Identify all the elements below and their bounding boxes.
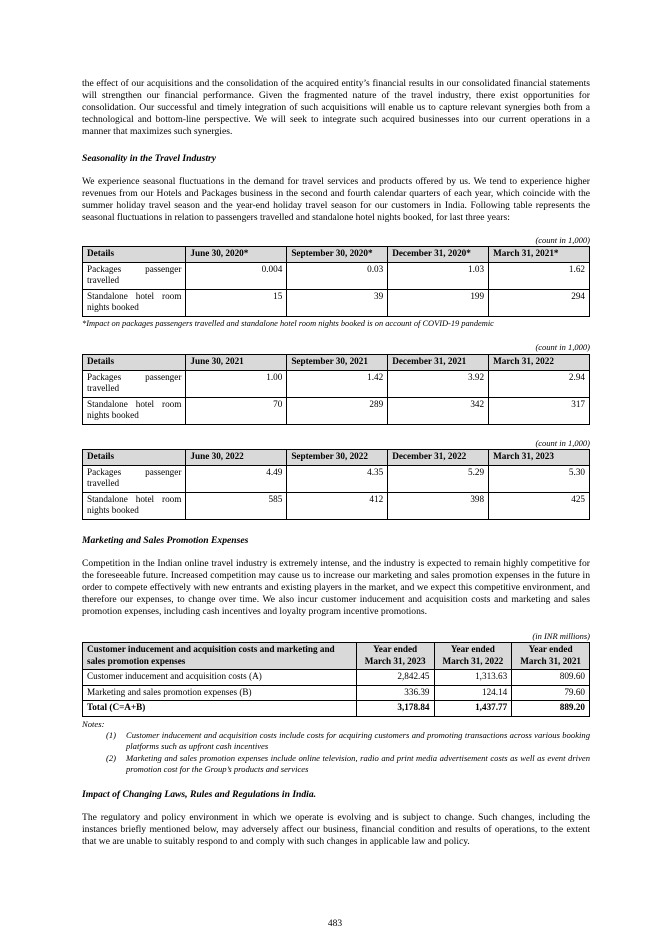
table-header-row	[83, 643, 590, 670]
unit-note-count-2: (count in 1,000)	[535, 342, 590, 353]
table-row	[83, 465, 590, 492]
table-cell: 3,178.84	[356, 701, 434, 717]
row-label: Customer inducement and acquisition costs (A)	[83, 670, 357, 686]
table-header-row	[83, 247, 590, 263]
header-cell: June 30, 2021	[186, 355, 287, 371]
expenses-table	[82, 642, 590, 717]
table-cell: 1.62	[489, 262, 590, 289]
header-cell: March 31, 2021*	[489, 247, 590, 263]
table-cell: 1.03	[388, 262, 489, 289]
row-label: Packages passenger travelled	[83, 262, 186, 289]
table-cell: 4.49	[186, 465, 287, 492]
table-header-row	[83, 355, 590, 371]
table-cell: 2.94	[489, 370, 590, 397]
table-cell: 412	[287, 492, 388, 519]
note-number: (2)	[106, 752, 117, 763]
table-row	[83, 670, 590, 686]
header-cell: June 30, 2022	[186, 450, 287, 466]
table-cell: 199	[388, 289, 489, 316]
table-cell: 0.004	[186, 262, 287, 289]
table-cell: 3.92	[388, 370, 489, 397]
row-label: Standalone hotel room nights booked	[83, 492, 186, 519]
table-cell: 4.35	[287, 465, 388, 492]
table-cell: 889.20	[512, 701, 590, 717]
note-item	[82, 753, 590, 774]
marketing-paragraph: Competition in the Indian online travel industry is extremely intense, and the industry is expected to remain highly competitive for the foreseeable future. Increased competition may cause us to increase our marketing and sales promotion expenses in the future in order to compete effectively with new entrants and existing players in the market, and we expect this competitive environment, and therefore our expenses, to change over time. We also incur customer inducement and acquisition costs and marketing and sales promotion expenses, including cash incentives and loyalty program incentive promotions.	[82, 557, 590, 617]
unit-note-inr: (in INR millions)	[532, 630, 590, 641]
note-item	[82, 730, 590, 751]
seasonality-table-2022	[82, 449, 590, 520]
notes-block	[82, 719, 590, 775]
header-cell: Customer inducement and acquisition costs and marketing and sales promotion expenses	[83, 643, 357, 670]
header-cell: September 30, 2022	[287, 450, 388, 466]
laws-paragraph: The regulatory and policy environment in which we operate is evolving and is subject to change. Such changes, including the instances briefly mentioned below, may adversely affect our business, financial condition and results of operations, to the extent that we are unable to suitably respond to and comply with such changes in applicable law and policy.	[82, 812, 590, 848]
table-cell: 1,313.63	[434, 670, 512, 686]
header-cell: Year ended March 31, 2021	[512, 643, 590, 670]
table-row	[83, 289, 590, 316]
header-cell: Year ended March 31, 2022	[434, 643, 512, 670]
page-number: 483	[327, 919, 343, 930]
header-cell: Year ended March 31, 2023	[356, 643, 434, 670]
table-row	[83, 685, 590, 701]
note-text: Marketing and sales promotion expenses include online television, radio and print media advertisement costs as well as event driven promotion cost for the Group’s products and services	[126, 752, 590, 774]
table-row	[83, 370, 590, 397]
table-cell: 2,842.45	[356, 670, 434, 686]
table-cell: 336.39	[356, 685, 434, 701]
seasonality-table-2021	[82, 354, 590, 425]
table-total-row	[83, 701, 590, 717]
row-label: Packages passenger travelled	[83, 465, 186, 492]
header-cell: December 31, 2020*	[388, 247, 489, 263]
unit-note-count-3: (count in 1,000)	[535, 437, 590, 448]
marketing-heading: Marketing and Sales Promotion Expenses	[82, 534, 249, 546]
covid-footnote: *Impact on packages passengers travelled and standalone hotel room nights booked is on account of COVID-19 pandemic	[82, 318, 494, 328]
table-cell: 425	[489, 492, 590, 519]
header-cell: March 31, 2022	[489, 355, 590, 371]
row-label: Standalone hotel room nights booked	[83, 289, 186, 316]
header-cell: December 31, 2021	[388, 355, 489, 371]
notes-title: Notes:	[82, 718, 105, 729]
row-label: Standalone hotel room nights booked	[83, 397, 186, 424]
laws-heading: Impact of Changing Laws, Rules and Regulations in India.	[82, 789, 317, 801]
table-cell: 809.60	[512, 670, 590, 686]
header-cell: Details	[83, 247, 186, 263]
table-cell: 294	[489, 289, 590, 316]
note-text: Customer inducement and acquisition costs include costs for acquiring customers and promoting transactions across various booking platforms such as upfront cash incentives	[126, 730, 590, 752]
table-cell: 1,437.77	[434, 701, 512, 717]
seasonality-heading: Seasonality in the Travel Industry	[82, 152, 216, 164]
table-cell: 317	[489, 397, 590, 424]
row-label: Total (C=A+B)	[83, 701, 357, 717]
header-cell: September 30, 2020*	[287, 247, 388, 263]
table-cell: 0.03	[287, 262, 388, 289]
table-cell: 5.30	[489, 465, 590, 492]
table-cell: 289	[287, 397, 388, 424]
table-cell: 398	[388, 492, 489, 519]
unit-note-count-1: (count in 1,000)	[535, 234, 590, 245]
seasonality-paragraph: We experience seasonal fluctuations in the demand for travel services and products offered by us. We tend to experience higher revenues from our Hotels and Packages business in the second and fourth calendar quarters of each year, which coincide with the summer holiday travel season and the year-end holiday travel season for our customers in India. Following table represents the seasonal fluctuations in relation to passengers travelled and standalone hotel nights booked, for last three years:	[82, 175, 590, 223]
header-cell: September 30, 2021	[287, 355, 388, 371]
table-cell: 39	[287, 289, 388, 316]
row-label: Packages passenger travelled	[83, 370, 186, 397]
row-label: Marketing and sales promotion expenses (B)	[83, 685, 357, 701]
table-cell: 1.42	[287, 370, 388, 397]
table-row	[83, 262, 590, 289]
header-cell: December 31, 2022	[388, 450, 489, 466]
table-cell: 585	[186, 492, 287, 519]
table-cell: 342	[388, 397, 489, 424]
table-row	[83, 397, 590, 424]
note-number: (1)	[106, 730, 117, 741]
table-cell: 79.60	[512, 685, 590, 701]
table-cell: 5.29	[388, 465, 489, 492]
seasonality-table-2020	[82, 246, 590, 317]
table-cell: 70	[186, 397, 287, 424]
table-cell: 15	[186, 289, 287, 316]
table-header-row	[83, 450, 590, 466]
table-row	[83, 492, 590, 519]
table-cell: 124.14	[434, 685, 512, 701]
header-cell: Details	[83, 355, 186, 371]
header-cell: June 30, 2020*	[186, 247, 287, 263]
table-cell: 1.00	[186, 370, 287, 397]
header-cell: March 31, 2023	[489, 450, 590, 466]
intro-paragraph: the effect of our acquisitions and the consolidation of the acquired entity’s financial results in our consolidated financial statements will strengthen our financial performance. Given the fragmented nature of the travel industry, there exist opportunities for consolidation. Our successful and timely integration of such acquisitions will enable us to capture relevant synergies both from a technological and bottom-line perspective. We will seek to integrate such acquired businesses into our current operations in a manner that maximizes such synergies.	[82, 78, 590, 137]
header-cell: Details	[83, 450, 186, 466]
